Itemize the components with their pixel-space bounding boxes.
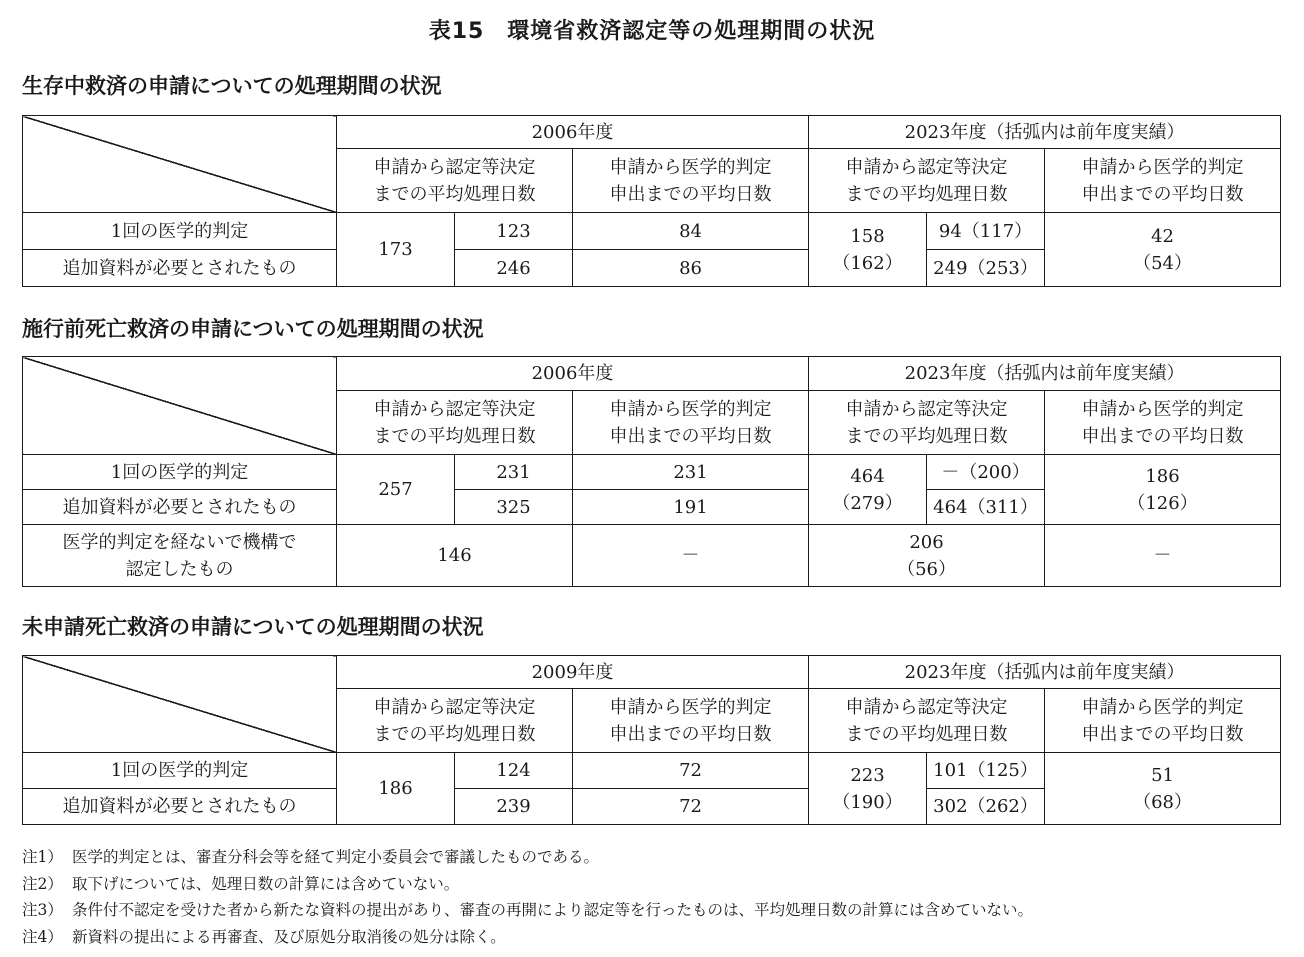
row-label-additional: 追加資料が必要とされたもの [23,490,337,525]
row-label-once: 1回の医学的判定 [23,213,337,250]
table-predeath [22,356,1281,587]
left-once-cell: 124 [455,753,573,789]
left-med-once-cell: 84 [573,213,809,250]
left-med-once-cell: 72 [573,753,809,789]
right-once-cell: 101（125） [927,753,1045,789]
nj-right-cell: 206 （56） [809,525,1045,587]
left-avg-cell: 186 [337,753,455,825]
col-header-decision: 申請から認定等決定 までの平均処理日数 [809,391,1045,455]
right-med-cell: 42 （54） [1045,213,1281,287]
col-header-decision: 申請から認定等決定 までの平均処理日数 [337,391,573,455]
left-med-add-cell: 191 [573,490,809,525]
header-diagonal-cell [23,656,337,753]
nj-left-cell: 146 [337,525,573,587]
left-med-add-cell: 72 [573,789,809,825]
col-header-medical: 申請から医学的判定 申出までの平均日数 [1045,391,1281,455]
left-once-cell: 123 [455,213,573,250]
notes [22,844,1033,950]
left-add-cell: 325 [455,490,573,525]
right-add-cell: 464（311） [927,490,1045,525]
table-survival [22,115,1281,287]
section-heading-predeath: 施行前死亡救済の申請についての処理期間の状況 [22,317,484,341]
note-2: 注2） 取下げについては、処理日数の計算には含めていない。 [22,874,460,893]
year-header-left: 2006年度 [337,116,809,149]
row-label-additional: 追加資料が必要とされたもの [23,250,337,287]
left-avg-cell: 173 [337,213,455,287]
right-avg-cell: 464 （279） [809,455,927,525]
row-label-once: 1回の医学的判定 [23,455,337,490]
col-header-decision: 申請から認定等決定 までの平均処理日数 [809,149,1045,213]
left-once-cell: 231 [455,455,573,490]
right-avg-cell: 223 （190） [809,753,927,825]
col-header-decision: 申請から認定等決定 までの平均処理日数 [337,689,573,753]
nj-left-med-cell: － [573,525,809,587]
header-diagonal-cell [23,116,337,213]
left-add-cell: 239 [455,789,573,825]
row-label-once: 1回の医学的判定 [23,753,337,789]
note-1: 注1） 医学的判定とは、審査分科会等を経て判定小委員会で審議したものである。 [22,848,600,866]
section-heading-survival: 生存中救済の申請についての処理期間の状況 [22,74,442,98]
row-label-no-judgment: 医学的判定を経ないで機構で 認定したもの [23,525,337,587]
year-header-right: 2023年度（括弧内は前年度実績） [809,656,1281,689]
col-header-medical: 申請から医学的判定 申出までの平均日数 [573,149,809,213]
page-title: 表15 環境省救済認定等の処理期間の状況 [428,19,876,44]
year-header-right: 2023年度（括弧内は前年度実績） [809,357,1281,391]
col-header-medical: 申請から医学的判定 申出までの平均日数 [573,391,809,455]
year-header-right: 2023年度（括弧内は前年度実績） [809,116,1281,149]
year-header-left: 2006年度 [337,357,809,391]
row-label-additional: 追加資料が必要とされたもの [23,789,337,825]
note-4: 注4） 新資料の提出による再審査、及び原処分取消後の処分は除く。 [22,927,506,946]
section-heading-unapplied: 未申請死亡救済の申請についての処理期間の状況 [22,615,484,639]
right-once-cell: 94（117） [927,213,1045,250]
table-unapplied [22,655,1281,825]
col-header-decision: 申請から認定等決定 までの平均処理日数 [337,149,573,213]
right-add-cell: 302（262） [927,789,1045,825]
header-diagonal-cell [23,357,337,455]
right-add-cell: 249（253） [927,250,1045,287]
note-3: 注3） 条件付不認定を受けた者から新たな資料の提出があり、審査の再開により認定等を行ったものは、平均処理日数の計算には含めていない。 [22,901,1034,919]
nj-right-med-cell: － [1045,525,1281,587]
right-once-cell: －（200） [927,455,1045,490]
col-header-decision: 申請から認定等決定 までの平均処理日数 [809,689,1045,753]
col-header-medical: 申請から医学的判定 申出までの平均日数 [1045,149,1281,213]
left-med-add-cell: 86 [573,250,809,287]
col-header-medical: 申請から医学的判定 申出までの平均日数 [1045,689,1281,753]
col-header-medical: 申請から医学的判定 申出までの平均日数 [573,689,809,753]
left-avg-cell: 257 [337,455,455,525]
right-med-cell: 186 （126） [1045,455,1281,525]
right-avg-cell: 158 （162） [809,213,927,287]
year-header-left: 2009年度 [337,656,809,689]
left-med-once-cell: 231 [573,455,809,490]
left-add-cell: 246 [455,250,573,287]
right-med-cell: 51 （68） [1045,753,1281,825]
